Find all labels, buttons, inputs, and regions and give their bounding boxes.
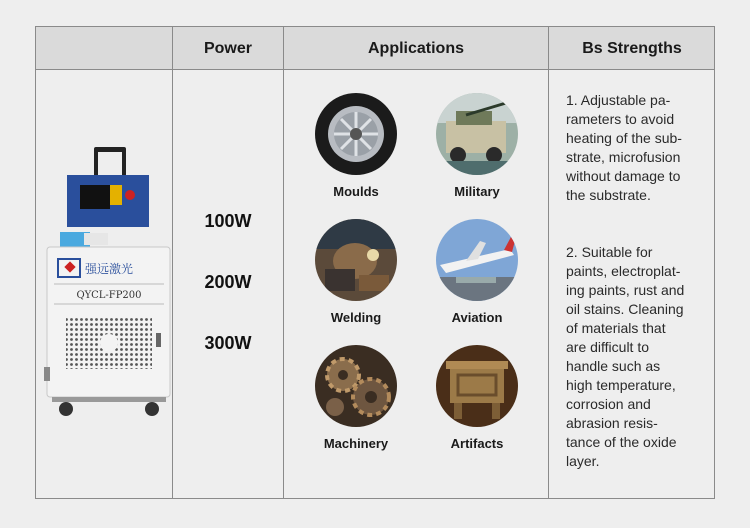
comparison-table xyxy=(35,26,715,499)
power-value: 200W xyxy=(204,272,252,292)
column-divider xyxy=(283,27,284,498)
header-power: Power xyxy=(203,39,252,57)
column-divider xyxy=(548,27,549,498)
table-header xyxy=(36,27,714,70)
application-item xyxy=(301,93,411,199)
brand-text: 强远激光 xyxy=(85,262,134,276)
airplane-icon xyxy=(436,219,518,301)
power-value: 100W xyxy=(204,211,252,231)
application-item xyxy=(301,345,411,451)
strength-item-1: 1. Adjustable pa- rameters to avoid heating of the sub- strate, microfusion without damage to the substrate. xyxy=(566,92,682,203)
application-item xyxy=(422,345,532,451)
strength-item-2: 2. Suitable for paints, electroplat- ing paints, rust and oil stains. Cleaning of materials that are difficult to handle such as high temperature, corrosion and abrasion resis- tance of the oxide layer. xyxy=(566,244,685,469)
gears-icon xyxy=(315,345,397,427)
application-label: Aviation xyxy=(451,310,503,325)
application-label: Military xyxy=(454,184,500,199)
application-label: Artifacts xyxy=(450,436,504,451)
welder-icon xyxy=(315,219,397,301)
header-applications: Applications xyxy=(367,39,464,57)
model-label: QYCL-FP200 xyxy=(76,290,142,301)
header-strengths: Bs Strengths xyxy=(582,39,682,57)
application-label: Moulds xyxy=(333,184,379,199)
application-label: Machinery xyxy=(323,436,389,451)
military-vehicle-icon xyxy=(436,93,518,175)
bronze-vessel-icon xyxy=(436,345,518,427)
laser-cleaning-machine-image xyxy=(44,147,174,417)
power-value: 300W xyxy=(204,333,252,353)
application-item xyxy=(422,219,532,325)
application-label: Welding xyxy=(330,310,382,325)
tire-rim-icon xyxy=(315,93,397,175)
application-item xyxy=(422,93,532,199)
application-item xyxy=(301,219,411,325)
